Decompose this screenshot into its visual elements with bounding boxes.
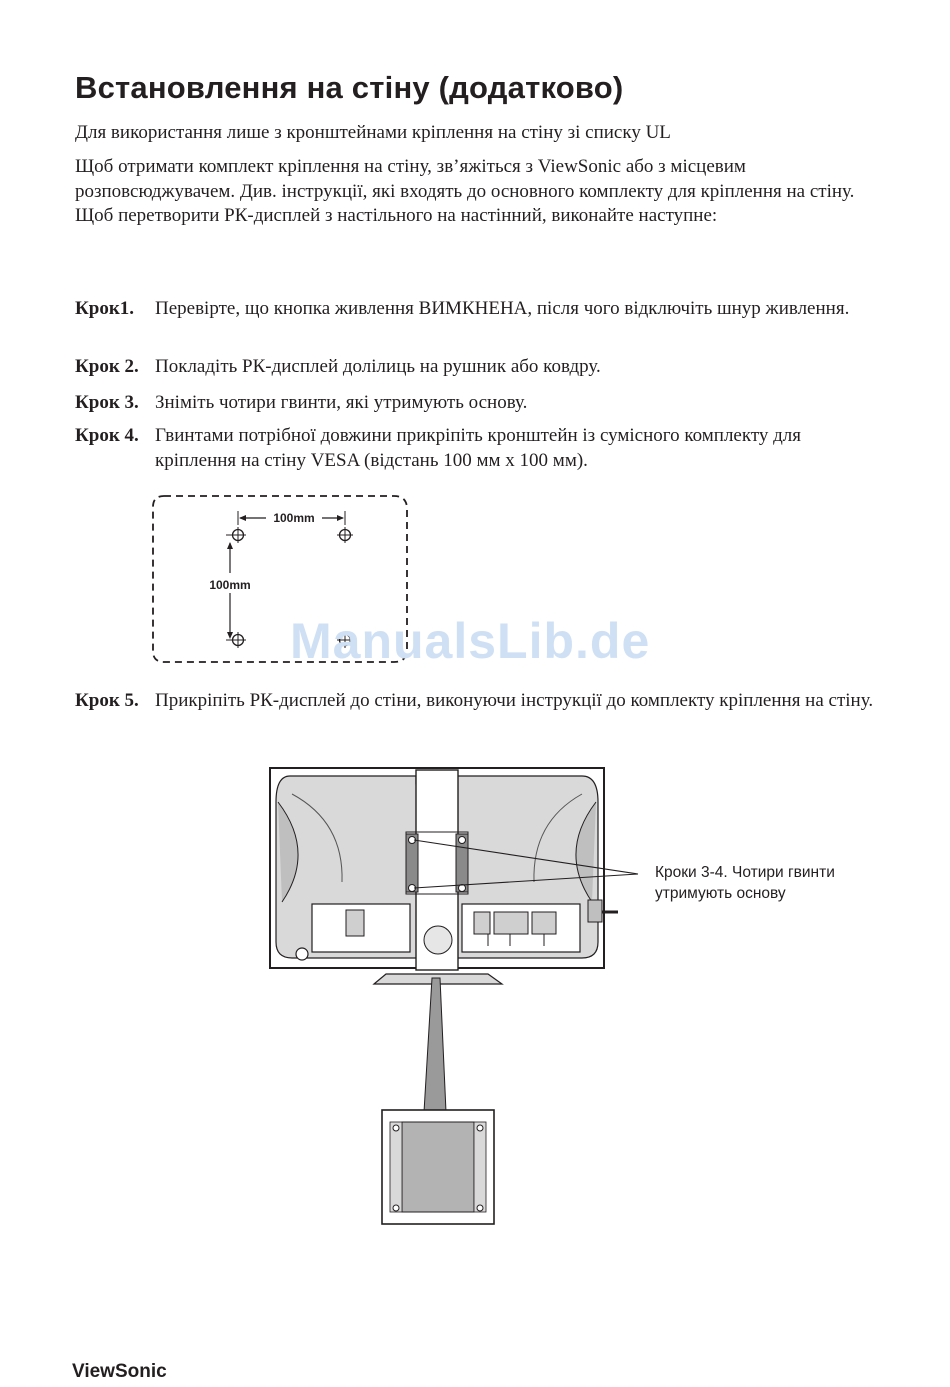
- lock-slot-icon: [296, 948, 308, 960]
- vga-port: [494, 912, 528, 934]
- step-text: Прикріпіть РК-дисплей до стіни, виконуючи інструкції до комплекту кріплення на стіну.: [155, 690, 874, 711]
- step-label: Крок 5.: [75, 690, 139, 711]
- screw-icon: [477, 1125, 483, 1131]
- screw-icon: [393, 1205, 399, 1211]
- step-label: Крок1.: [75, 298, 135, 319]
- step-2: [75, 355, 875, 380]
- page-title: Встановлення на стіну (додатково): [75, 70, 624, 105]
- hole-icon: [230, 527, 246, 543]
- hole-icon: [337, 527, 353, 543]
- step-label: Крок 4.: [75, 425, 139, 446]
- horizontal-dimension-label: 100mm: [273, 511, 315, 525]
- screw-icon: [393, 1125, 399, 1131]
- monitor-rear-illustration: [262, 762, 642, 1232]
- vertical-dimension: [209, 535, 250, 640]
- step-3: [75, 391, 875, 416]
- step-text: Гвинтами потрібної довжини прикріпіть кронштейн із сумісного комплекту для кріплення на стіну VESA (відстань 100 мм x 100 мм).: [155, 425, 802, 471]
- horizontal-dimension: [238, 511, 345, 525]
- step-1: [75, 297, 875, 322]
- hole-icon: [230, 632, 246, 648]
- intro-paragraph: Щоб отримати комплект кріплення на стіну, зв’яжіться з ViewSonic або з місцевим розповсюджувачем. Див. інструкції, які входять до основного комплекту для кріплення на стіну. Щоб перетворити РК-дисплей з настільного на настінний, виконайте наступне:: [75, 156, 855, 226]
- step-4: [75, 424, 875, 473]
- power-port: [346, 910, 364, 936]
- footer-brand: ViewSonic: [72, 1361, 167, 1382]
- step-5: [75, 689, 875, 714]
- step-text: Зніміть чотири гвинти, які утримують основу.: [155, 392, 528, 413]
- intro-note: Для використання лише з кронштейнами кріплення на стіну зі списку UL: [75, 122, 671, 143]
- vertical-dimension-label: 100mm: [209, 578, 251, 592]
- step-text: Перевірте, що кнопка живлення ВИМКНЕНА, після чого відключіть шнур живлення.: [155, 298, 850, 319]
- screws-callout: Кроки 3-4. Чотири гвинти утримують основу: [655, 864, 835, 902]
- screw-icon: [459, 837, 466, 844]
- watermark: ManualsLib.de: [290, 613, 651, 669]
- step-label: Крок 2.: [75, 356, 139, 377]
- screw-icon: [477, 1205, 483, 1211]
- step-text: Покладіть РК-дисплей долілиць на рушник або ковдру.: [155, 356, 601, 377]
- step-label: Крок 3.: [75, 392, 139, 413]
